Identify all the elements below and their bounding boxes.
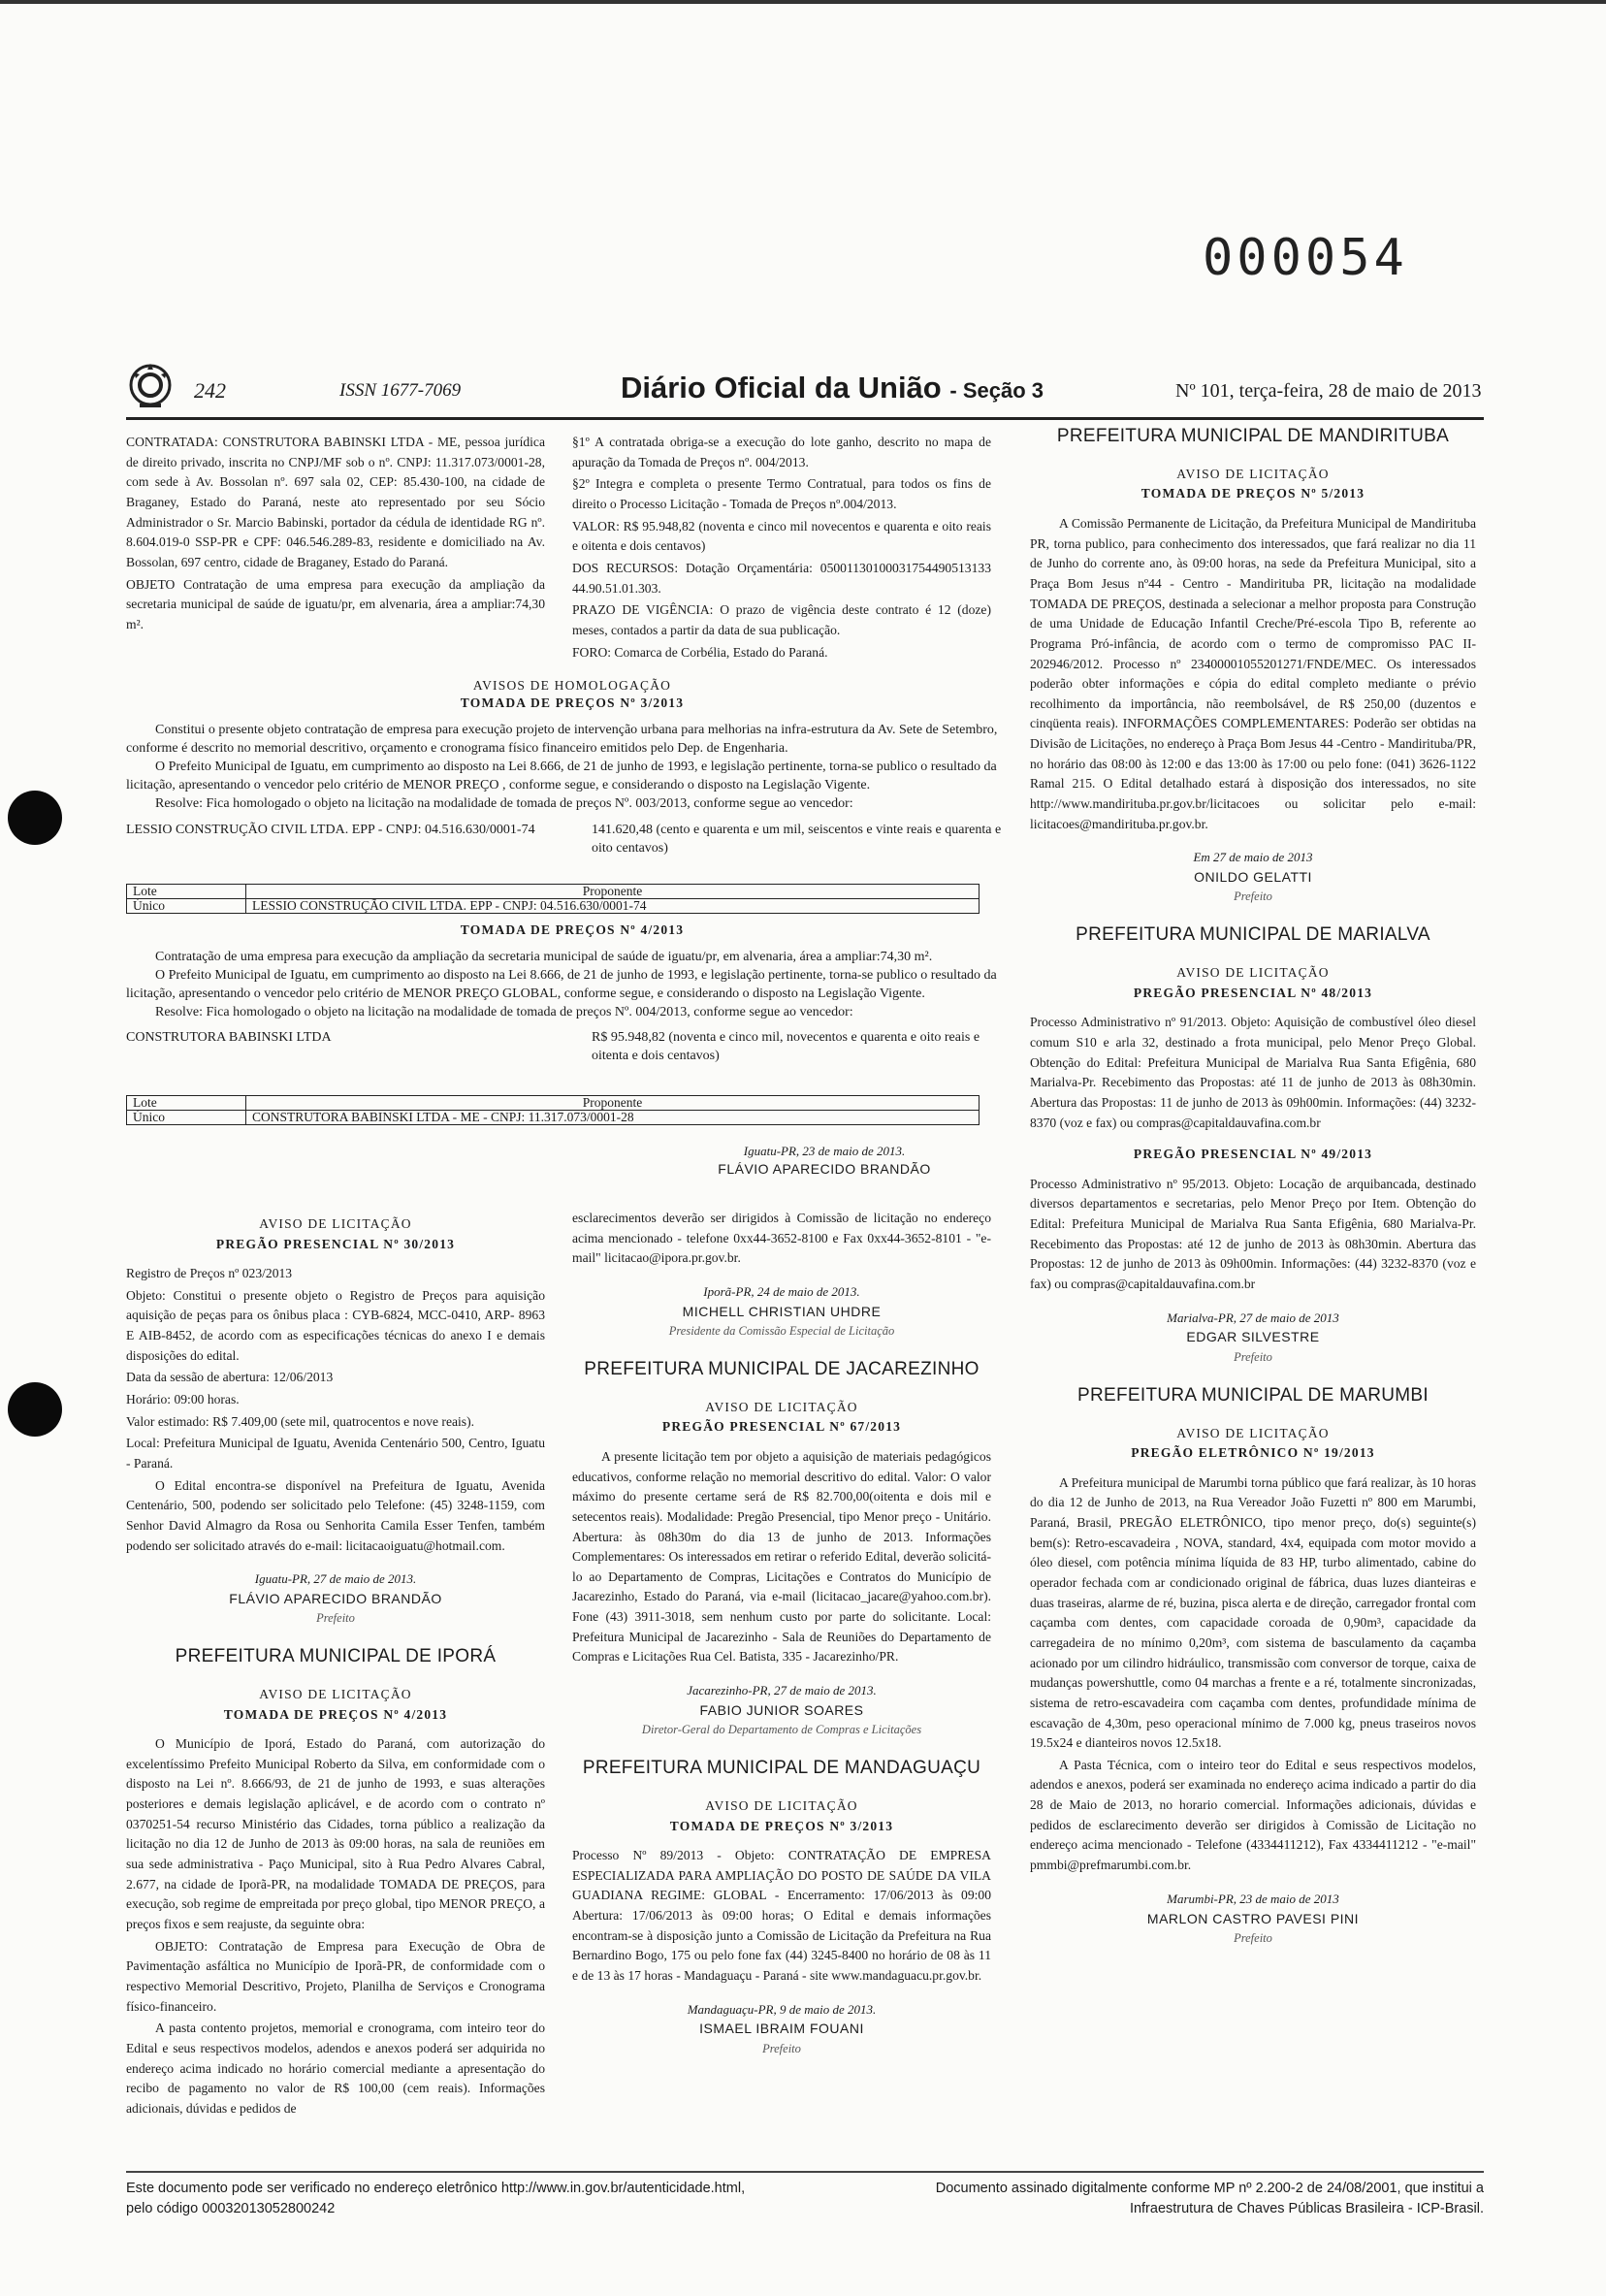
paragraph: A pasta contento projetos, memorial e cronograma, com inteiro teor do Edital e seus respectivos modelos, adendos e anexos poderá ser adquirida no endereço acima indicado no horário comercial mediante a apresentação do recibo de pagamento no valor de R$ 100,00 (cem reais). Informações adicionais, dúvidas e pedidos de	[126, 2021, 545, 2116]
winner-amount: 141.620,48 (cento e quarenta e um mil, seiscentos e vinte reais e quarenta e oito centavos)	[592, 822, 1002, 856]
contract-mid-block	[572, 433, 991, 664]
aviso-title: AVISO DE LICITAÇÃO	[259, 1687, 412, 1702]
signature-role: Prefeito	[762, 2041, 801, 2055]
signature-block	[126, 1569, 545, 1628]
aviso-subtitle-2: PREGÃO PRESENCIAL Nº 49/2013	[1133, 1147, 1373, 1162]
recursos: DOS RECURSOS: Dotação Orçamentária: 05001130100031754490513133 44.90.51.01.303.	[572, 560, 991, 596]
signature-block	[572, 1681, 991, 1739]
winner-row-2	[126, 1029, 1018, 1066]
signature-block	[572, 1282, 991, 1341]
signature-name: FLÁVIO APARECIDO BRANDÃO	[718, 1160, 931, 1177]
scan-top-edge	[0, 0, 1606, 4]
signature-block	[572, 2000, 991, 2058]
signature-note-1: Documento assinado digitalmente conforme MP nº 2.200-2 de 24/08/2001, que institui a	[935, 2181, 1484, 2196]
contract-left-block	[126, 433, 545, 637]
verification-url: Este documento pode ser verificado no endereço eletrônico http://www.in.gov.br/autenticidade.html,	[126, 2181, 746, 2196]
signature-name: ISMAEL IBRAIM FOUANI	[699, 2021, 864, 2037]
signature-place: Mandaguaçu-PR, 9 de maio de 2013.	[687, 2001, 877, 2017]
prazo: PRAZO DE VIGÊNCIA: O prazo de vigência deste contrato é 12 (doze) meses, contados a partir da data de sua publicação.	[572, 602, 991, 637]
clause-1: §1º A contratada obriga-se a execução do lote ganho, descrito no mapa de apuração da Tomada de Preços nº. 004/2013.	[572, 435, 991, 469]
punch-hole-1	[8, 791, 62, 845]
signature-place: Marumbi-PR, 23 de maio de 2013	[1167, 1891, 1339, 1906]
signature-role: Prefeito	[1234, 1930, 1272, 1945]
column-right	[1030, 423, 1476, 1948]
aviso-subtitle: PREGÃO ELETRÔNICO Nº 19/2013	[1131, 1445, 1375, 1461]
valor: VALOR: R$ 95.948,82 (noventa e cinco mil novecentos e quarenta e oito reais e oitenta e dois centavos)	[572, 518, 991, 554]
signature-note-2: Infraestrutura de Chaves Públicas Brasileira - ICP-Brasil.	[1129, 2201, 1484, 2217]
signature-name: MARLON CASTRO PAVESI PINI	[1146, 1910, 1360, 1926]
signature-place: Jacarezinho-PR, 27 de maio de 2013.	[687, 1683, 877, 1698]
col-header-lote-2: Lote	[127, 1096, 246, 1111]
edital-line: O Edital encontra-se disponível na Prefeitura de Iguatu, Avenida Centenário, 500, podendo ser solicitado pelo Telefone: (45) 3248-1159, com Senhor David Almagro da Rosa ou Senhorita Camila Esser Tenfen, também podendo ser solicitado através do e-mail: licitacaoiguatu@hotmail.com.	[126, 1477, 545, 1553]
org-heading: PREFEITURA MUNICIPAL DE MANDIRITUBA	[1056, 426, 1450, 446]
footer-rule	[126, 2171, 1484, 2173]
verification-code: pelo código 00032013052800242	[126, 2201, 336, 2217]
objeto-line: Objeto: Constitui o presente objeto o Registro de Preços para aquisição aquisição de peças para os ônibus placa : CYB-6824, MCC-0410, ARP- 8963 E AIB-8452, de acordo com as especificações técnicas do anexo I e demais disposições do edital.	[126, 1287, 545, 1363]
signature-place: Iguatu-PR, 27 de maio de 2013.	[254, 1571, 417, 1587]
aviso-subtitle: PREGÃO PRESENCIAL Nº 30/2013	[215, 1236, 456, 1251]
winner-name: LESSIO CONSTRUÇÃO CIVIL LTDA. EPP - CNPJ: 04.516.630/0001-74	[126, 822, 535, 837]
aviso-subtitle: PREGÃO PRESENCIAL Nº 48/2013	[1133, 985, 1373, 1000]
winner-amount-2: R$ 95.948,82 (noventa e cinco mil, novecentos e quarenta e oito reais e oitenta e dois centavos)	[592, 1030, 980, 1064]
aviso-subtitle: TOMADA DE PREÇOS Nº 5/2013	[1140, 486, 1365, 501]
aviso-title: AVISO DE LICITAÇÃO	[1176, 965, 1330, 981]
paragraph: Processo Nº 89/2013 - Objeto: CONTRATAÇÃO DE EMPRESA ESPECIALIZADA PARA AMPLIAÇÃO DO POSTO DE SAÚDE DA VILA GUADIANA REGIME: GLOBAL - Encerramento: 17/06/2013 às 09:00 Abertura: 17/06/2013 às 09:00 horas; O Edital e demais informações encontram-se à disposição junto a Comissão de Licitação da Prefeitura na Rua Bernardino Bogo, 175 ou pelo fone fax (44) 3245-8400 no horário de 08 às 11 e de 13 às 17 horas - Mandaguaçu - Paraná - site www.mandaguacu.pr.gov.br.	[572, 1848, 991, 1983]
paragraph: A Prefeitura municipal de Marumbi torna público que fará realizar, às 10 horas do dia 12 de Junho de 2013, na Rua Vereador João Fuzetti nº 800 em Marumbi, Paraná, Brasil, PREGÃO ELETRÔNICO, tipo menor preço, do(s) seguinte(s) bem(s): Retro-escavadeira , NOVA, standard, 4x4, equipada com motor movido a óleo diesel, com potência mínima líquida de 83 HP, turbo alimentado, cabine do operador fechada com ar condicionado original de fábrica, duas luzes dianteiras e duas traseiras, alarme de ré, buzina, pisca alerta e de direção, carregador frontal com caçamba com dentes, com capacidade coroada de 0,90m³, capacidade da carregadeira de no mínimo 0,20m³, com sistema de basculamento da caçamba acionado por um cilindro hidráulico, transmissão com conversor de torque, caixa de mudanças powershuttle, como 04 marchas a frente e a ré, totalmente sincronizadas, sistema de retro-escavadeira com caçamba com dentes, profundidade mínima de escavação de 4,30m, peso operacional mínimo de 7.000 kg, pneus traseiros novos 19.5x24 e dianteiros novos 12.5x18.	[1030, 1474, 1476, 1751]
cell-lote: Único	[127, 898, 246, 913]
aviso-subtitle: TOMADA DE PREÇOS Nº 3/2013	[669, 1818, 894, 1833]
signature-block	[1030, 1890, 1476, 1948]
signature-name: MICHELL CHRISTIAN UHDRE	[682, 1303, 882, 1319]
signature-role: Diretor-Geral do Departamento de Compras e Licitações	[641, 1723, 922, 1737]
signature-place: Iporã-PR, 24 de maio de 2013.	[703, 1283, 860, 1299]
cell-proponente: LESSIO CONSTRUÇÃO CIVIL LTDA. EPP - CNPJ: 04.516.630/0001-74	[246, 898, 980, 913]
signature-name: FLÁVIO APARECIDO BRANDÃO	[229, 1590, 442, 1606]
paragraph: OBJETO: Contratação de Empresa para Execução de Obra de Pavimentação asfáltica no Município de Iporã-PR, de conformidade com o respectivo Memorial Descritivo, Projeto, Planilha de Serviços e Cronograma físico-financeiro.	[126, 1938, 545, 2014]
paragraph: A presente licitação tem por objeto a aquisição de materiais pedagógicos educativos, conforme relação no memorial descritivo do edital. Valor: O valor máximo do presente certame será de R$ 82.700,00(oitenta e dois mil e setecentos reais). Modalidade: Pregão Presencial, tipo Menor preço - Unitário. Abertura: às 08h30m do dia 13 de junho de 2013. Informações Complementares: Os interessados em retirar o referido Edital, deverão solicitá-lo ao Departamento de Compras, Licitações e Contratos do Município de Jacarezinho, Estado do Paraná, via e-mail (licitacao_jacare@yahoo.com.br). Fone (43) 3911-3018, sem nenhum custo por parte do solicitante. Local: Prefeitura Municipal de Jacarezinho - Sala de Reuniões do Departamento de Compras e Licitações Rua Cel. Batista, 335 - Jacarezinho/PR.	[572, 1448, 991, 1665]
signature-block	[1030, 1309, 1476, 1367]
homologacao-section	[126, 671, 1018, 1179]
signature-role: Prefeito	[316, 1611, 355, 1626]
col-header-proponente: Proponente	[246, 884, 980, 898]
punch-hole-2	[8, 1382, 62, 1437]
paragraph: esclarecimentos deverão ser dirigidos à Comissão de licitação no endereço acima mencionado - telefone 0xx44-3652-8100 e Fax 0xx44-3652-8101 - "e-mail" licitacao@ipora.pr.gov.br.	[572, 1211, 991, 1266]
signature-place: Em 27 de maio de 2013	[1193, 850, 1313, 865]
cell-proponente-2: CONSTRUTORA BABINSKI LTDA - ME - CNPJ: 11.317.073/0001-28	[246, 1111, 980, 1125]
aviso-subtitle: TOMADA DE PREÇOS Nº 4/2013	[223, 1706, 448, 1722]
result-paragraph-2: O Prefeito Municipal de Iguatu, em cumprimento ao disposto na Lei 8.666, de 21 de junho de 1993, e legislação pertinente, torna-se publico o resultado da licitação, apresentando o vencedor pelo critério de MENOR PREÇO GLOBAL, conforme segue, e considerando o disposto na Legislação Vigente.	[126, 967, 997, 1001]
column-mid-bottom	[572, 1209, 991, 2074]
col-header-lote: Lote	[127, 884, 246, 898]
org-heading: PREFEITURA MUNICIPAL DE MARUMBI	[1077, 1384, 1429, 1406]
aviso-title: AVISO DE LICITAÇÃO	[1176, 1425, 1330, 1440]
winner-row	[126, 822, 1018, 858]
signature-role: Presidente da Comissão Especial de Licitação	[668, 1323, 895, 1338]
valor-line: Valor estimado: R$ 7.409,00 (sete mil, quatrocentos e nove reais).	[126, 1413, 475, 1429]
signature-role: Prefeito	[1234, 889, 1272, 904]
result-paragraph: O Prefeito Municipal de Iguatu, em cumprimento ao disposto na Lei 8.666, de 21 de junho de 1993, e legislação pertinente, torna-se publico o resultado da licitação, apresentando o vencedor pelo critério de MENOR PREÇO , conforme segue, e considerando o disposto na Legislação Vigente.	[126, 760, 997, 793]
column-left-bottom	[126, 1209, 545, 2121]
signature-block	[669, 1143, 980, 1178]
signature-place: Iguatu-PR, 23 de maio de 2013.	[743, 1144, 906, 1159]
paragraph: A Comissão Permanente de Licitação, da Prefeitura Municipal de Mandirituba PR, torna publico, para conhecimento dos interessados, que fará realizar no dia 11 de Junho do corrente ano, às 09:00 horas, na sede da Prefeitura Municipal, sito a Praça Bom Jesus nº44 - Centro - Mandirituba PR, licitação na modalidade TOMADA DE PREÇOS, destinada a selecionar a melhor proposta para Construção de uma Unidade de Educação Infantil Creche/Pré-escola Tipo B, referente ao Programa Pró-infância, de acordo com o termo de compromisso PAC II-202946/2012. Processo nº 23400001055201271/FNDE/MEC. Os interessados poderão obter informações e cópia do edital completo mediante o prévio recolhimento da importância, não reembolsável, de R$ 250,00 (duzentos e cinqüenta reais). INFORMAÇÕES COMPLEMENTARES: Poderão ser obtidas na Divisão de Licitações, no endereço à Praça Bom Jesus 44 -Centro - Mandirituba/PR, no horário das 08:00 às 12:00 e das 13:00 às 17:00 ou pelo fone: (041) 3626-1122 Ramal 215. O Edital detalhado estará à disposição dos interessados, no site http://www.mandirituba.pr.gov.br/licitacoes ou solicitar pelo e-mail: licitacoes@mandirituba.pr.gov.br.	[1030, 515, 1476, 831]
registro-line: Registro de Preços nº 023/2013	[126, 1266, 293, 1281]
signature-name: EDGAR SILVESTRE	[1186, 1329, 1320, 1345]
edition-date: Nº 101, terça-feira, 28 de maio de 2013	[1175, 380, 1482, 402]
paragraph: Processo Administrativo nº 95/2013. Objeto: Locação de arquibancada, destinado diversos departamentos e secretarias, pelo Menor Preço por Item. Obtenção do Edital: Prefeitura Municipal de Marialva Rua Santa Efigênia, 680 Marialva-Pr. Recebimento das Propostas: até 12 de junho de 2013 às 08h30min. Abertura das Propostas: 12 de junho de 2013 às 09h00min. Informações: (44) 3232-8370 (voz e fax) ou compras@capitaldauvafina.com.br	[1030, 1176, 1476, 1292]
cell-lote-2: Único	[127, 1111, 246, 1125]
aviso-subtitle: PREGÃO PRESENCIAL Nº 67/2013	[661, 1419, 902, 1435]
horario-line: Horário: 09:00 horas.	[126, 1391, 240, 1407]
object-paragraph: Constitui o presente objeto contratação de empresa para execução projeto de intervenção urbana para melhorias na infra-estrutura da Av. Sete de Setembro, conforme é descrito no memorial descritivo, orçamento e cronograma físico financeiro emitidos pelo Dep. de Engenharia.	[126, 723, 998, 757]
result-table-2	[126, 1095, 980, 1125]
signature-role: Prefeito	[1234, 1349, 1272, 1364]
header-rule	[126, 417, 1484, 420]
winner-name-2: CONSTRUTORA BABINSKI LTDA	[126, 1030, 332, 1046]
aviso-title: AVISO DE LICITAÇÃO	[259, 1216, 412, 1231]
data-line: Data da sessão de abertura: 12/06/2013	[126, 1370, 334, 1385]
aviso-title: AVISO DE LICITAÇÃO	[1176, 466, 1330, 481]
issn: ISSN 1677-7069	[339, 380, 462, 401]
resolve-paragraph-2: Resolve: Fica homologado o objeto na licitação na modalidade de tomada de preços Nº. 004/2013, conforme segue ao vencedor:	[155, 1004, 853, 1019]
resolve-paragraph: Resolve: Fica homologado o objeto na licitação na modalidade de tomada de preços Nº. 003/2013, conforme segue ao vencedor:	[155, 796, 853, 811]
section-subtitle: TOMADA DE PREÇOS Nº 3/2013	[460, 695, 685, 711]
paragraph: Processo Administrativo nº 91/2013. Objeto: Aquisição de combustível óleo diesel comum S10 e arla 32, destinado a frota municipal, pelo Menor Preço Global. Obtenção do Edital: Prefeitura Municipal de Marialva Rua Santa Efigênia, 680 Marialva-Pr. Recebimento das Propostas: até 11 de junho de 2013 às 08h30min. Abertura das Propostas: 11 de junho de 2013 às 09h00min. Informações: (44) 3232-8370 (voz e fax) ou compras@capitaldauvafina.com.br	[1030, 1015, 1476, 1130]
footer-signature-note	[902, 2179, 1484, 2219]
result-table	[126, 884, 980, 914]
paragraph: A Pasta Técnica, com o inteiro teor do Edital e seus respectivos modelos, adendos e anexos, poderá ser examinada no endereço acima indicado a partir do dia 28 de Maio de 2013, no horario comercial. Informações adicionais, dúvidas e pedidos de esclarecimento deverão ser dirigidos à Comissão de Licitação no endereço acima mencionado - Telefone (4334411212), Fax 4334411212 - "e-mail" pmmbi@prefmarumbi.com.br.	[1030, 1757, 1476, 1873]
aviso-title: AVISO DE LICITAÇÃO	[705, 1798, 858, 1813]
signature-place: Marialva-PR, 27 de maio de 2013	[1167, 1310, 1339, 1325]
journal-title: Diário Oficial da União - Seção 3	[621, 371, 1044, 404]
org-heading: PREFEITURA MUNICIPAL DE MANDAGUAÇU	[582, 1758, 981, 1779]
org-heading: PREFEITURA MUNICIPAL DE MARIALVA	[1076, 924, 1430, 946]
foro: FORO: Comarca de Corbélia, Estado do Paraná.	[572, 644, 828, 660]
aviso-title: AVISO DE LICITAÇÃO	[705, 1399, 858, 1414]
coat-of-arms-icon	[126, 361, 175, 409]
objeto-paragraph: OBJETO Contratação de uma empresa para execução da ampliação da secretaria municipal de saúde de iguatu/pr, em alvenaria, área a ampliar:74,30 m².	[126, 576, 545, 631]
paragraph: O Município de Iporá, Estado do Paraná, com autorização do excelentíssimo Prefeito Municipal Roberto da Silva, em conformidade com o disposto na Lei nº. 8.666/93, de 21 de junho de 1993, e suas alterações posteriores e demais legislação aplicável, e de acordo com o contrato nº 0370251-54 recurso Ministério das Cidades, torna público a realização da licitação no dia 12 de Junho de 2013 às 09:00 horas, na sala de reuniões em sua sede administrativa - Paço Municipal, sito à Rua Pedro Alvares Cabral, 2.677, na cidade de Iporã-PR, na modalidade TOMADA DE PREÇOS, para execução, sob regime de empreitada por preço global, tipo MENOR PREÇO, a preços fixos e sem reajuste, da seguinte obra:	[126, 1736, 545, 1932]
section-subtitle-2: TOMADA DE PREÇOS Nº 4/2013	[460, 922, 685, 937]
org-heading: PREFEITURA MUNICIPAL DE JACAREZINHO	[584, 1358, 980, 1379]
page-number: 242	[194, 378, 226, 403]
footer-verification	[126, 2179, 747, 2219]
signature-name: FABIO JUNIOR SOARES	[699, 1701, 864, 1718]
object-paragraph-2: Contratação de uma empresa para execução da ampliação da secretaria municipal de saúde de iguatu/pr, em alvenaria, área a ampliar:74,30 m².	[155, 949, 933, 964]
clause-2: §2º Integra e completa o presente Termo Contratual, para todos os fins de direito o Processo Licitação - Tomada de Preços nº.004/2013.	[572, 476, 991, 511]
org-heading: PREFEITURA MUNICIPAL DE IPORÁ	[175, 1646, 497, 1667]
section-title: AVISOS DE HOMOLOGAÇÃO	[472, 678, 672, 693]
local-line: Local: Prefeitura Municipal de Iguatu, Avenida Centenário 500, Centro, Iguatu - Paraná.	[126, 1436, 545, 1471]
col-header-proponente-2: Proponente	[246, 1096, 980, 1111]
signature-name: ONILDO GELATTI	[1194, 869, 1312, 886]
contratada-paragraph: CONTRATADA: CONSTRUTORA BABINSKI LTDA - ME, pessoa jurídica de direito privado, inscrita no CNPJ/MF sob o nº. CNPJ: 11.317.073/0001-28, com sede à Av. Bossolan nº. 697 sala 02, CEP: 85.430-100, na cidade de Braganey, Estado do Paraná, neste ato representado por seu Sócio Administrador o Sr. Marcio Babinski, portador da cédula de identidade RG nº. 8.604.019-0 SSP-PR e CPF: 046.546.289-83, residente e domiciliado na Av. Bossolan, 697 centro, cidade de Braganey, Estado do Paraná.	[126, 435, 545, 569]
document-number-stamp: 000054	[1203, 229, 1408, 287]
signature-block	[1030, 848, 1476, 906]
